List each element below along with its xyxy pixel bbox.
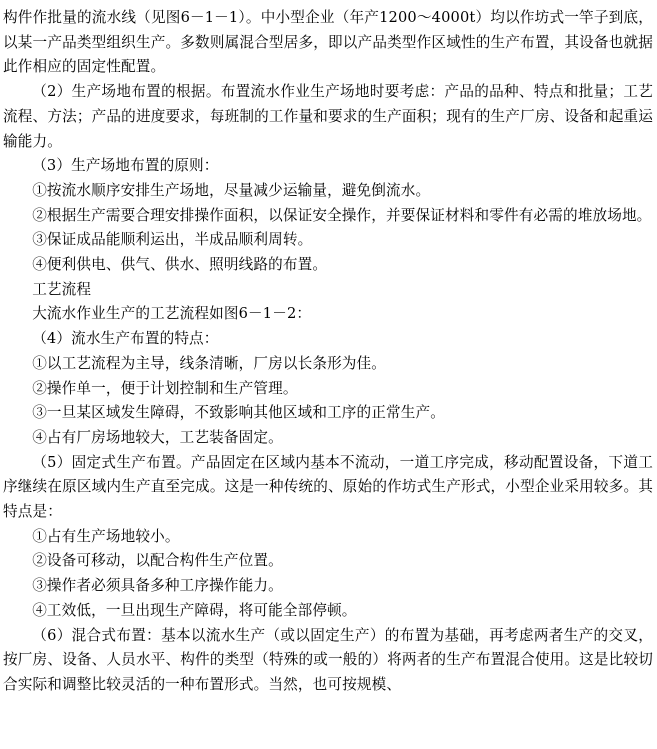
paragraph-8: 工艺流程 bbox=[32, 280, 92, 298]
paragraph-3: （3）生产场地布置的原则： bbox=[32, 157, 219, 175]
paragraph-1: 构件作批量的流水线（见图6－1－1）。中小型企业（年产1200～4000t）均以作坊式一竿子到底，以某一产品类型组织生产。多数则属混合型居多，即以产品类型作区域性的生产布置，其设备也就据此作相应的固定性配置。 bbox=[3, 9, 653, 76]
paragraph-12: ②操作单一，便于计划控制和生产管理。 bbox=[32, 379, 298, 397]
paragraph-11: ①以工艺流程为主导，线条清晰，厂房以长条形为佳。 bbox=[32, 354, 387, 372]
paragraph-2: （2）生产场地布置的根据。布置流水作业生产场地时要考虑：产品的品种、特点和批量；工艺流程、方法；产品的进度要求，每班制的工作量和要求的生产面积；现有的生产厂房、设备和起重运输能力。 bbox=[3, 83, 653, 150]
paragraph-20: （6）混合式布置：基本以流水生产（或以固定生产）的布置为基础，再考虑两者生产的交叉，按厂房、设备、人员水平、构件的类型（特殊的或一般的）将两者的生产布置混合使用。这是比较切合实际和调整比较灵活的一种布置形式。当然，也可按规模、 bbox=[3, 626, 653, 693]
paragraph-13: ③一旦某区域发生障碍，不致影响其他区域和工序的正常生产。 bbox=[32, 404, 446, 422]
paragraph-17: ②设备可移动，以配合构件生产位置。 bbox=[32, 552, 283, 570]
paragraph-14: ④占有厂房场地较大，工艺装备固定。 bbox=[32, 428, 283, 446]
paragraph-18: ③操作者必须具备多种工序操作能力。 bbox=[32, 577, 283, 595]
paragraph-10: （4）流水生产布置的特点： bbox=[32, 330, 219, 348]
paragraph-16: ①占有生产场地较小。 bbox=[32, 527, 180, 545]
paragraph-19: ④工效低，一旦出现生产障碍，将可能全部停顿。 bbox=[32, 601, 357, 619]
paragraph-4: ①按流水顺序安排生产场地，尽量减少运输量，避免倒流水。 bbox=[32, 181, 431, 199]
paragraph-6: ③保证成品能顺利运出，半成品顺利周转。 bbox=[32, 231, 313, 249]
paragraph-5: ②根据生产需要合理安排操作面积，以保证安全操作，并要保证材料和零件有必需的堆放场地。 bbox=[32, 206, 652, 224]
document-body bbox=[3, 6, 653, 698]
paragraph-9: 大流水作业生产的工艺流程如图6－1－2： bbox=[32, 305, 312, 323]
paragraph-15: （5）固定式生产布置。产品固定在区域内基本不流动，一道工序完成，移动配置设备，下道工序继续在原区域内生产直至完成。这是一种传统的、原始的作坊式生产形式，小型企业采用较多。其特点是： bbox=[3, 453, 653, 521]
paragraph-7: ④便利供电、供气、供水、照明线路的布置。 bbox=[32, 256, 328, 274]
